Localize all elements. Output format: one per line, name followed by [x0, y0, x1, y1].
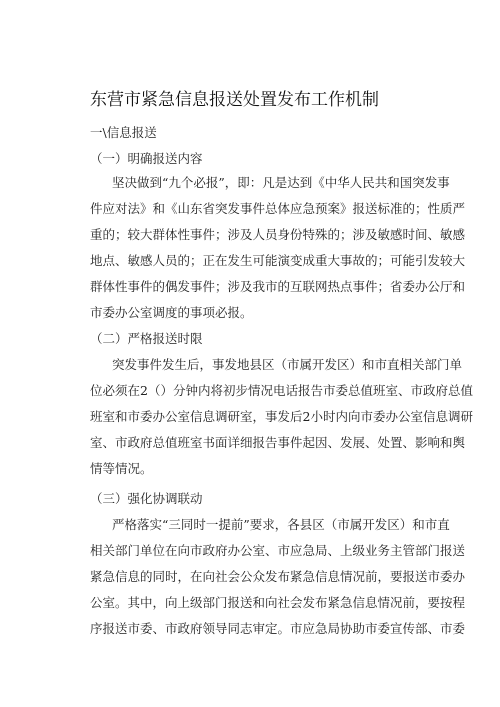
paragraph-line: 坚决做到“九个必报”，即：凡是达到《中华人民共和国突发事	[112, 175, 450, 190]
paragraph-line: 群体性事件的偶发事件；涉及我市的互联网热点事件；省委办公厅和	[90, 279, 466, 294]
paragraph-line: 情等情况。	[90, 461, 153, 476]
paragraph-line: 紧急信息的同时，在向社会公众发布紧急信息情况前，要报送市委办	[90, 569, 466, 584]
paragraph-line: 件应对法》和《山东省突发事件总体应急预案》报送标准的；性质严	[90, 201, 466, 216]
page-title: 东营市紧急信息报送处置发布工作机制	[90, 90, 379, 110]
paragraph-line: 班室和市委办公室信息调研室，事发后2小时内向市委办公室信息调研	[90, 409, 473, 424]
subsection-heading: （一）明确报送内容	[90, 151, 203, 166]
paragraph-line: 市委办公室调度的事项必报。	[90, 305, 253, 320]
paragraph-line: 室、市政府总值班室书面详细报告事件起因、发展、处置、影响和舆	[90, 435, 466, 450]
paragraph-line: 严格落实“三同时一提前”要求，各县区（市属开发区）和市直	[112, 517, 450, 532]
paragraph-line: 重的；较大群体性事件；涉及人员身份特殊的；涉及敏感时间、敏感	[90, 227, 466, 242]
paragraph-line: 序报送市委、市政府领导同志审定。市应急局协助市委宣传部、市委	[90, 621, 466, 636]
paragraph-line: 地点、敏感人员的；正在发生可能演变成重大事故的；可能引发较大	[90, 253, 466, 268]
section-heading: 一\信息报送	[90, 125, 157, 140]
subsection-heading: （三）强化协调联动	[90, 491, 203, 506]
paragraph-line: 相关部门单位在向市政府办公室、市应急局、上级业务主管部门报送	[90, 543, 466, 558]
subsection-heading: （二）严格报送时限	[90, 331, 203, 346]
paragraph-line: 公室。其中，向上级部门报送和向社会发布紧急信息情况前，要按程	[90, 595, 466, 610]
paragraph-line: 位必须在2（）分钟内将初步情况电话报告市委总值班室、市政府总值	[90, 383, 473, 398]
paragraph-line: 突发事件发生后，事发地县区（市属开发区）和市直相关部门单	[112, 357, 463, 372]
